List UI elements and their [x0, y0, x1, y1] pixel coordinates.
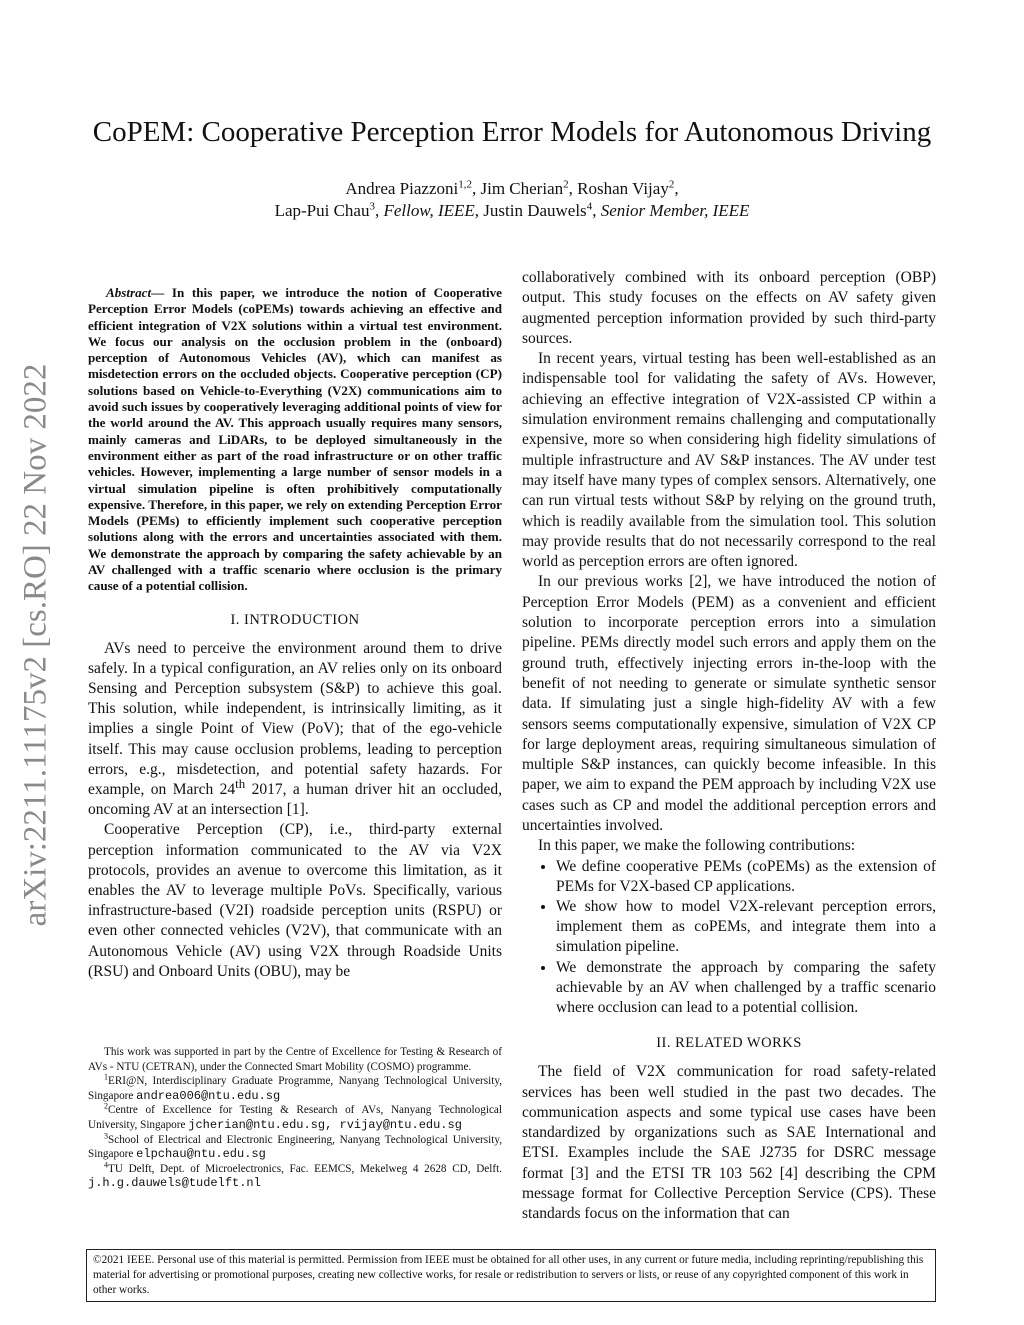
email-link[interactable]: jcherian@ntu.edu.sg, rvijay@ntu.edu.sg	[188, 1117, 462, 1132]
affiliation-marker: 2	[668, 178, 675, 191]
separator: ,	[674, 179, 679, 198]
paragraph-text: AVs need to perceive the environment around them to drive safely. In a typical configuration, an AV relies only on its onboard Sensing and Perception subsystem (S&P) to achieve this goal. This solution, while independent, is intrinsically limiting, as it implies a single Point of View (PoV); that of the ego-vehicle itself. This may cause occlusion problems, leading to perception errors, e.g., misdetection, and potential safety hazards. For example, on March 24	[88, 639, 502, 799]
intro-paragraph-5: In our previous works [2], we have introduced the notion of Perception Error Models (PEM) as a convenient and efficient solution to incorporate perception errors into a simulation pipeline. PEMs directly model such errors and apply them on the ground truth, effectively injecting errors in-the-loop with the benefit of not needing to generate or simulate synthetic sensor data. If simulating just a single high-fidelity AV with a few sensors seems computationally expensive, simulation of V2X CP for large deployment areas, requiring simultaneous simulation of multiple S&P instances, can quickly become infeasible. In this paper, we aim to expand the PEM approach by including V2X use cases such as CP and model the additional perception errors and uncertainties involved.	[522, 573, 936, 835]
abstract	[88, 285, 502, 595]
affiliation-marker: 1,2	[458, 178, 472, 191]
copyright-notice: ©2021 IEEE. Personal use of this material is permitted. Permission from IEEE must be obtained for all other uses, in any current or future media, including reprinting/republishing this material for advertising or promotional purposes, creating new collective works, for resale or redistribution to servers or lists, or reuse of any copyrighted component of this work in other works.	[86, 1249, 936, 1302]
footnote-text: ERI@N, Interdisciplinary Graduate Programme, Nanyang Technological University, Singapore	[88, 1075, 502, 1102]
author-name: , Roshan Vijay	[568, 179, 669, 198]
footnote-marker: 2	[104, 1101, 108, 1111]
affiliation-marker: 3	[369, 200, 375, 213]
affiliation-marker: 2	[563, 178, 569, 191]
author-name: , Jim Cherian	[471, 179, 564, 198]
footnote-marker: 1	[104, 1072, 108, 1082]
intro-paragraph-1	[88, 639, 502, 821]
intro-paragraph-4: In recent years, virtual testing has been well-established as an indispensable tool for validating the safety of AVs. However, achieving an effective integration of V2X-assisted CP within a simulation environment remains challenging and computationally expensive, more so when considering high fidelity simulations of multiple infrastructure and AV S&P instances. The AV under test may itself have many types of complex sensors. Alternatively, one can run virtual tests without S&P by relying on the ground truth, which is readily available from the simulation tool. This solution may provide results that do not necessarily correspond to the real world as perception errors are often ignored.	[522, 350, 936, 571]
author-title: Fellow, IEEE	[383, 201, 475, 220]
affiliation-footnote-1	[88, 1074, 502, 1103]
footnote-text: School of Electrical and Electronic Engineering, Nanyang Technological University, Singapore	[88, 1133, 502, 1161]
author-line-1	[0, 178, 1024, 200]
author-title: Senior Member, IEEE	[600, 201, 750, 220]
affiliation-marker: 4	[586, 200, 593, 213]
funding-footnote: This work was supported in part by the Centre of Excellence for Testing & Research of AVs - NTU (CETRAN), under the Connected Smart Mobility (COSMO) programme.	[88, 1046, 502, 1073]
paper-title: CoPEM: Cooperative Perception Error Models for Autonomous Driving	[92, 116, 932, 148]
abstract-label: Abstract	[106, 285, 152, 300]
email-link[interactable]: j.h.g.dauwels@tudelft.nl	[88, 1176, 261, 1191]
list-item: • We show how to model V2X-relevant perception errors, implement them as coPEMs, and integrate them into a simulation pipeline.	[556, 897, 936, 958]
author-name: Lap-Pui Chau	[274, 201, 370, 220]
section-heading-introduction: I. INTRODUCTION	[230, 611, 360, 628]
intro-paragraph-3: collaboratively combined with its onboard perception (OBP) output. This study focuses on the effects on AV safety given augmented perception information provided by such third-party sources.	[522, 269, 936, 347]
footnote-text: TU Delft, Dept. of Microelectronics, Fac. EEMCS, Mekelweg 4 2628 CD, Delft.	[108, 1162, 502, 1175]
email-link[interactable]: andrea006@ntu.edu.sg	[136, 1088, 281, 1103]
section-heading-related-works: II. RELATED WORKS	[656, 1035, 802, 1052]
list-item: • We demonstrate the approach by comparing the safety achievable by an AV when challenged by a traffic scenario where occlusion can lead to a potential collision.	[556, 958, 936, 1019]
right-column	[522, 268, 936, 1225]
list-item: • We define cooperative PEMs (coPEMs) as the extension of PEMs for V2X-based CP applications.	[556, 857, 936, 897]
email-link[interactable]: elpchau@ntu.edu.sg	[136, 1147, 266, 1162]
affiliation-footnote-2	[88, 1103, 502, 1132]
footnote-marker: 4	[104, 1160, 108, 1170]
footnote-text: Centre of Excellence for Testing & Research of AVs, Nanyang Technological University, Singapore	[88, 1104, 502, 1131]
author-name: Justin Dauwels	[483, 201, 587, 220]
contributions-list	[522, 857, 936, 1019]
author-block	[0, 178, 1024, 222]
abstract-text: — In this paper, we introduce the notion of Cooperative Perception Error Models (coPEMs) towards achieving an effective and efficient integration of V2X solutions within a virtual test environment. We focus our analysis on the occlusion problem in the (onboard) perception of Autonomous Vehicles (AV), which can manifest as misdetection errors on the occluded objects. Cooperative perception (CP) solutions based on Vehicle-to-Everything (V2X) communications aim to avoid such issues by cooperatively leveraging additional points of view for the world around the AV. This approach usually requires many sensors, mainly cameras and LiDARs, to be deployed simultaneously in the environment either as part of the road infrastructure or on other traffic vehicles. However, implementing a large number of sensor models in a virtual simulation pipeline is often prohibitively computationally expensive. Therefore, in this paper, we rely on extending Perception Error Models (PEMs) to efficiently implement such cooperative perception solutions along with the errors and uncertainties associated with them. We demonstrate the approach by comparing the safety achievable by an AV challenged with a traffic scenario where occlusion is the primary cause of a potential collision.	[88, 285, 502, 594]
footnotes	[88, 1045, 502, 1191]
arxiv-sidebar	[2, 330, 70, 960]
affiliation-footnote-3	[88, 1130, 502, 1162]
superscript: th	[235, 775, 246, 791]
intro-paragraph-2: Cooperative Perception (CP), i.e., third-party external perception information communicated to the AV via V2X protocols, provides an avenue to overcome this limitation, as it enables the AV to leverage multiple PoVs. Specifically, various infrastructure-based (V2I) roadside perception units (RSPU) or even other connected vehicles (V2V), that communicate with an Autonomous Vehicle (AV) using V2X through Roadside Units (RSU) and Onboard Units (OBU), may be	[88, 821, 502, 980]
footnote-marker: 3	[104, 1130, 108, 1140]
left-column	[88, 285, 502, 982]
related-works-paragraph: The field of V2X communication for road safety-related services has been well studied in the past two decades. The communication aspects and some typical use cases have been standardized by organizations such as SAE International and ETSI. Examples include the SAE J2735 for DSRC message format [3] and the ETSI TR 103 562 [4] describing the CPM message format for Collective Perception Service (CPS). These standards focus on the information that can	[522, 1063, 936, 1223]
author-name: Andrea Piazzoni	[345, 179, 459, 198]
affiliation-footnote-4	[88, 1162, 502, 1191]
contributions-intro: In this paper, we make the following contributions:	[538, 837, 856, 855]
author-line-2: Lap-Pui Chau$^3$, Fellow, IEEE, Justin Dauwels$^4$, Senior Member, IEEE	[274, 200, 750, 220]
paragraph-text: 2017, a human driver hit an occluded, oncoming AV at an intersection [1].	[88, 781, 502, 819]
arxiv-identifier: arXiv:2211.11175v2 [cs.RO] 22 Nov 2022	[17, 363, 54, 927]
